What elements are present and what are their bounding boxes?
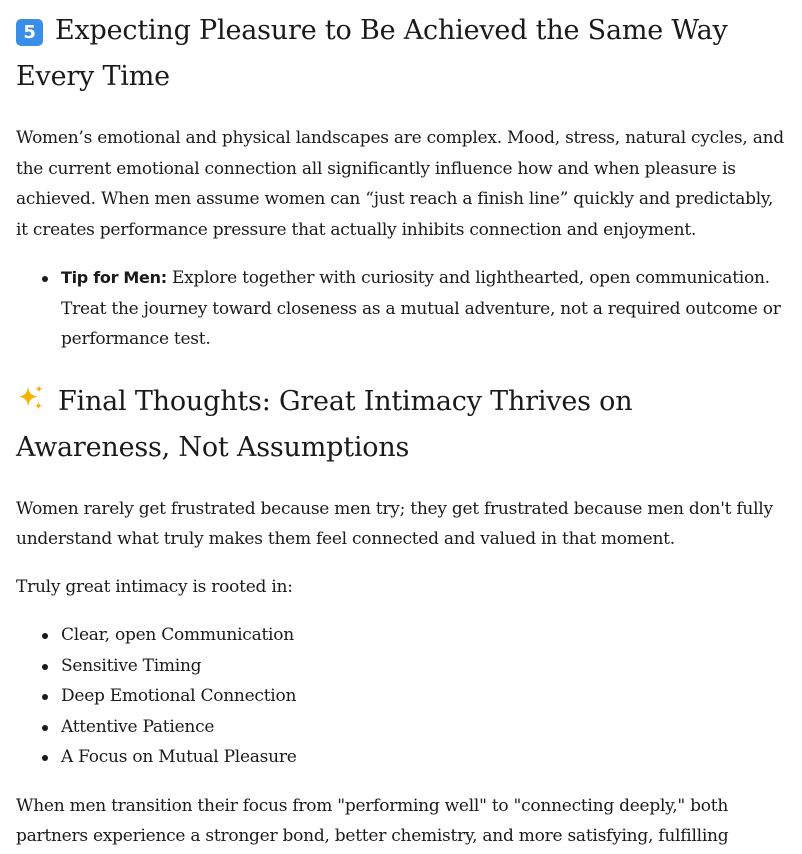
sparkles-icon	[16, 383, 46, 413]
tip-list-item	[61, 263, 788, 355]
keycap-5-icon: 5	[16, 19, 43, 46]
final-thoughts-title: Final Thoughts: Great Intimacy Thrives on Awareness, Not Assumptions	[16, 385, 633, 463]
article-content	[16, 8, 788, 852]
section-5-title: Expecting Pleasure to Be Achieved the Same Way Every Time	[16, 15, 728, 92]
tip-text: Explore together with curiosity and lighthearted, open communication. Treat the journey toward closeness as a mutual adventure, not a required outcome or performance test.	[61, 268, 781, 349]
tip-label: Tip for Men:	[61, 268, 167, 287]
final-thoughts-heading	[16, 379, 788, 471]
list-item: A Focus on Mutual Pleasure	[61, 742, 788, 773]
section-5-heading	[16, 8, 788, 100]
list-item: Clear, open Communication	[61, 620, 788, 651]
section-5-tip-list	[16, 263, 788, 355]
list-item: Attentive Patience	[61, 712, 788, 743]
final-paragraph-1: Women rarely get frustrated because men try; they get frustrated because men don't fully understand what truly makes them feel connected and valued in that moment.	[16, 498, 773, 549]
section-5-paragraph: Women’s emotional and physical landscapes are complex. Mood, stress, natural cycles, and the current emotional connection all significantly influence how and when pleasure is achieved. When men assume women can “just reach a finish line” quickly and predictably, it creates performance pressure that actually inhibits connection and enjoyment.	[16, 128, 784, 240]
list-item: Deep Emotional Connection	[61, 681, 788, 712]
final-paragraph-2: Truly great intimacy is rooted in:	[16, 576, 293, 597]
list-item: Sensitive Timing	[61, 651, 788, 682]
final-paragraph-3: When men transition their focus from "performing well" to "connecting deeply," both partners experience a stronger bond, better chemistry, and more satisfying, fulfilling	[16, 795, 729, 846]
intimacy-roots-list	[16, 620, 788, 773]
